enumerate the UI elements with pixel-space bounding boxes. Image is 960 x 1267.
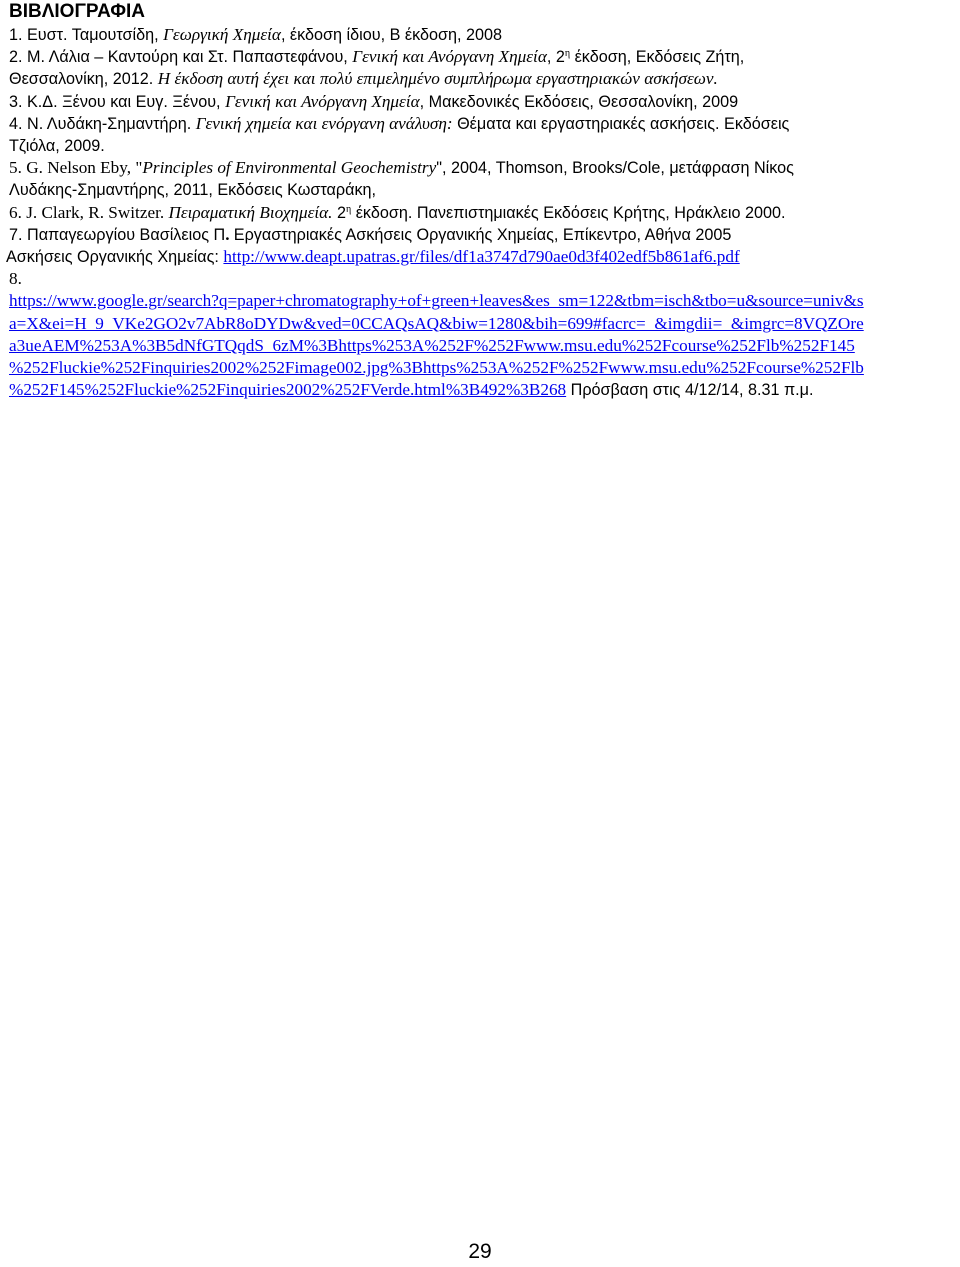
google-search-link-line-2[interactable]: a=X&ei=H_9_VKe2GO2v7AbR8oDYDw&ved=0CCAQsAQ&biw=1280&bih=699#facrc=_&imgdii=_&imgrc=8VQZOre: [9, 313, 864, 333]
reference-7: 7. Παπαγεωργίου Βασίλειος Π. Εργαστηριακές Ασκήσεις Οργανικής Χημείας, Επίκεντρο, Αθήνα 2005: [9, 224, 732, 244]
bibliography-page: [6, 0, 958, 401]
reference-5: 5. G. Nelson Eby, "Principles of Environmental Geochemistry", 2004, Thomson, Brooks/Cole, μετάφραση Νίκος Λυδάκης-Σημαντήρης, 2011, Εκδόσεις Κωσταράκη,: [9, 158, 794, 200]
page-number: 29: [468, 1240, 492, 1263]
google-search-link-line-3[interactable]: a3ueAEM%253A%3B5dNfGTQqdS_6zM%3Bhttps%253A%252F%252Fwww.msu.edu%252Fcourse%252Flb%252F145: [9, 335, 855, 355]
reference-8-last-line: %252F145%252Fluckie%252Finquiries2002%252FVerde.html%3B492%3B268 Πρόσβαση στις 4/12/14, 8.31 π.μ.: [9, 380, 814, 400]
page-title: ΒΙΒΛΙΟΓΡΑΦΙΑ: [9, 1, 145, 22]
reference-1: 1. Ευστ. Ταμουτσίδη, Γεωργική Χημεία, έκδοση ίδιου, Β έκδοση, 2008: [9, 25, 503, 44]
reference-2: 2. Μ. Λάλια – Καντούρη και Στ. Παπαστεφάνου, Γενική και Ανόργανη Χημεία, $2^\eta$ έκδοση, Εκδόσεις Ζήτη, Θεσσαλονίκη, 2012. Η έκδοση αυτή έχει και πολύ επιμελημένο συμπλήρωμα εργαστηριακών ασκήσεων.: [9, 47, 745, 89]
reference-8: [6, 290, 958, 379]
reference-4: 4. Ν. Λυδάκη-Σημαντήρη. Γενική χημεία και ενόργανη ανάλυση: Θέματα και εργαστηριακές ασκήσεις. Εκδόσεις Τζιόλα, 2009.: [9, 113, 790, 156]
google-search-link-line-4[interactable]: %252Fluckie%252Finquiries2002%252Fimage002.jpg%3Bhttps%253A%252F%252Fwww.msu.edu%252Fcourse%252Flb: [9, 358, 864, 378]
google-search-link-line-5[interactable]: %252F145%252Fluckie%252Finquiries2002%252FVerde.html%3B492%3B268: [9, 380, 567, 400]
reference-6: 6. J. Clark, R. Switzer. Πειραματική Βιοχημεία. $2^\eta$ έκδοση. Πανεπιστημιακές Εκδόσεις Κρήτης, Ηράκλειο 2000.: [9, 202, 786, 222]
google-search-link-line-1[interactable]: https://www.google.gr/search?q=paper+chromatography+of+green+leaves&es_sm=122&tbm=isch&tbo=u&source=univ&s: [9, 291, 864, 311]
upatras-pdf-link[interactable]: http://www.deapt.upatras.gr/files/df1a3747d790ae0d3f402edf5b861af6.pdf: [223, 247, 740, 267]
reference-8-number: 8.: [9, 269, 22, 289]
reference-3: 3. Κ.Δ. Ξένου και Ευγ. Ξένου, Γενική και Ανόργανη Χημεία, Μακεδονικές Εκδόσεις, Θεσσαλονίκη, 2009: [9, 91, 739, 111]
reference-7-link-line: Ασκήσεις Οργανικής Χημείας: http://www.deapt.upatras.gr/files/df1a3747d790ae0d3f402edf5b861af6.pdf: [6, 247, 740, 267]
